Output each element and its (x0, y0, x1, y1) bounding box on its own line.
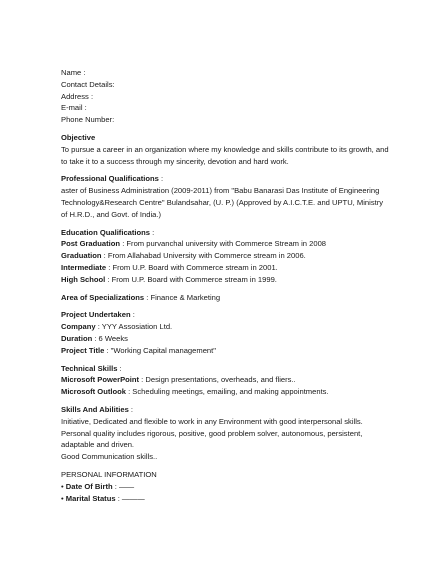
education-item (61, 238, 391, 250)
professional-sep: : (158, 174, 164, 184)
professional-text: aster of Business Administration (2009-2011) from "Babu Banarasi Das Institute of Engineering Technology&Research Centre" Bulandsahar, (U. P.) (Approved by A.I.C.T.E. and UPTU, Ministry of H.R.D., and Govt. of India.) (61, 186, 384, 219)
abilities-line: Good Communication skills.. (61, 452, 158, 462)
bullet: • (61, 493, 66, 503)
education-label: High School (61, 274, 106, 284)
education-value: : From U.P. Board with Commerce stream in 1999. (105, 274, 277, 284)
technical-value: : Scheduling meetings, emailing, and making appointments. (125, 387, 329, 397)
technical-value: : Design presentations, overheads, and fliers.. (139, 375, 296, 385)
education-value: : From purvanchal university with Commerce Stream in 2008 (120, 239, 327, 249)
personal-label: Marital Status (65, 493, 116, 503)
objective-text: To pursue a career in an organization where my knowledge and skills contribute to its growth, and to take it to a success through my sincerity, devotion and hard work. (61, 144, 389, 166)
personal-value: : ——— (115, 493, 145, 503)
technical-label: Microsoft Outlook (61, 387, 126, 397)
education-value: : From U.P. Board with Commerce stream in 2001. (106, 262, 278, 272)
specialization-section (61, 292, 391, 304)
project-label: Duration (61, 333, 93, 343)
personal-value: : —— (112, 481, 135, 491)
bullet: • (61, 481, 66, 491)
technical-label: Microsoft PowerPoint (61, 375, 140, 385)
personal-item (61, 481, 391, 493)
contact-phone: Phone Number: (61, 115, 115, 125)
abilities-line: Initiative, Dedicated and flexible to work in any Environment with good interpersonal skills. (61, 416, 363, 426)
technical-section (61, 363, 391, 398)
education-item (61, 250, 391, 262)
abilities-section (61, 404, 391, 463)
personal-section (61, 469, 391, 504)
abilities-heading: Skills And Abilities (61, 404, 129, 414)
contact-section (61, 67, 391, 126)
abilities-sep: : (128, 404, 134, 414)
resume-content (61, 67, 391, 504)
contact-email: E-mail : (61, 103, 87, 113)
professional-heading: Professional Qualifications (61, 174, 159, 184)
education-value: : From Allahabad University with Commerce stream in 2006. (101, 251, 306, 261)
project-value: : 6 Weeks (92, 333, 128, 343)
professional-section (61, 173, 391, 220)
technical-item (61, 386, 391, 398)
specialization-label: Area of Specializations (61, 292, 145, 302)
objective-heading: Objective (61, 132, 96, 142)
education-label: Graduation (61, 251, 102, 261)
project-label: Company (61, 322, 96, 332)
education-sep: : (150, 227, 155, 237)
technical-heading: Technical Skills (61, 363, 118, 373)
education-section (61, 227, 391, 286)
project-item (61, 321, 391, 333)
personal-heading: PERSONAL INFORMATION (61, 469, 157, 479)
project-item (61, 345, 391, 357)
education-item (61, 262, 391, 274)
project-section (61, 309, 391, 356)
education-label: Intermediate (61, 262, 107, 272)
specialization-value: : Finance & Marketing (144, 292, 221, 302)
project-heading: Project Undertaken (61, 310, 131, 320)
abilities-line: Personal quality includes rigorous, positive, good problem solver, autonomous, persistent, adaptable and driven. (61, 428, 363, 450)
technical-item (61, 374, 391, 386)
personal-item (61, 493, 391, 505)
contact-address: Address : (61, 91, 94, 101)
project-label: Project Title (61, 345, 105, 355)
project-item (61, 333, 391, 345)
education-heading: Education Qualifications (61, 227, 151, 237)
project-value: : "Working Capital management" (104, 345, 216, 355)
contact-name: Name : (61, 68, 86, 77)
objective-section (61, 132, 391, 167)
contact-details: Contact Details: (61, 79, 115, 89)
technical-sep: : (117, 363, 122, 373)
education-item (61, 274, 391, 286)
personal-label: Date Of Birth (65, 481, 113, 491)
education-label: Post Graduation (61, 239, 121, 249)
project-value: : YYY Assosiation Ltd. (95, 322, 173, 332)
project-sep: : (130, 310, 135, 320)
